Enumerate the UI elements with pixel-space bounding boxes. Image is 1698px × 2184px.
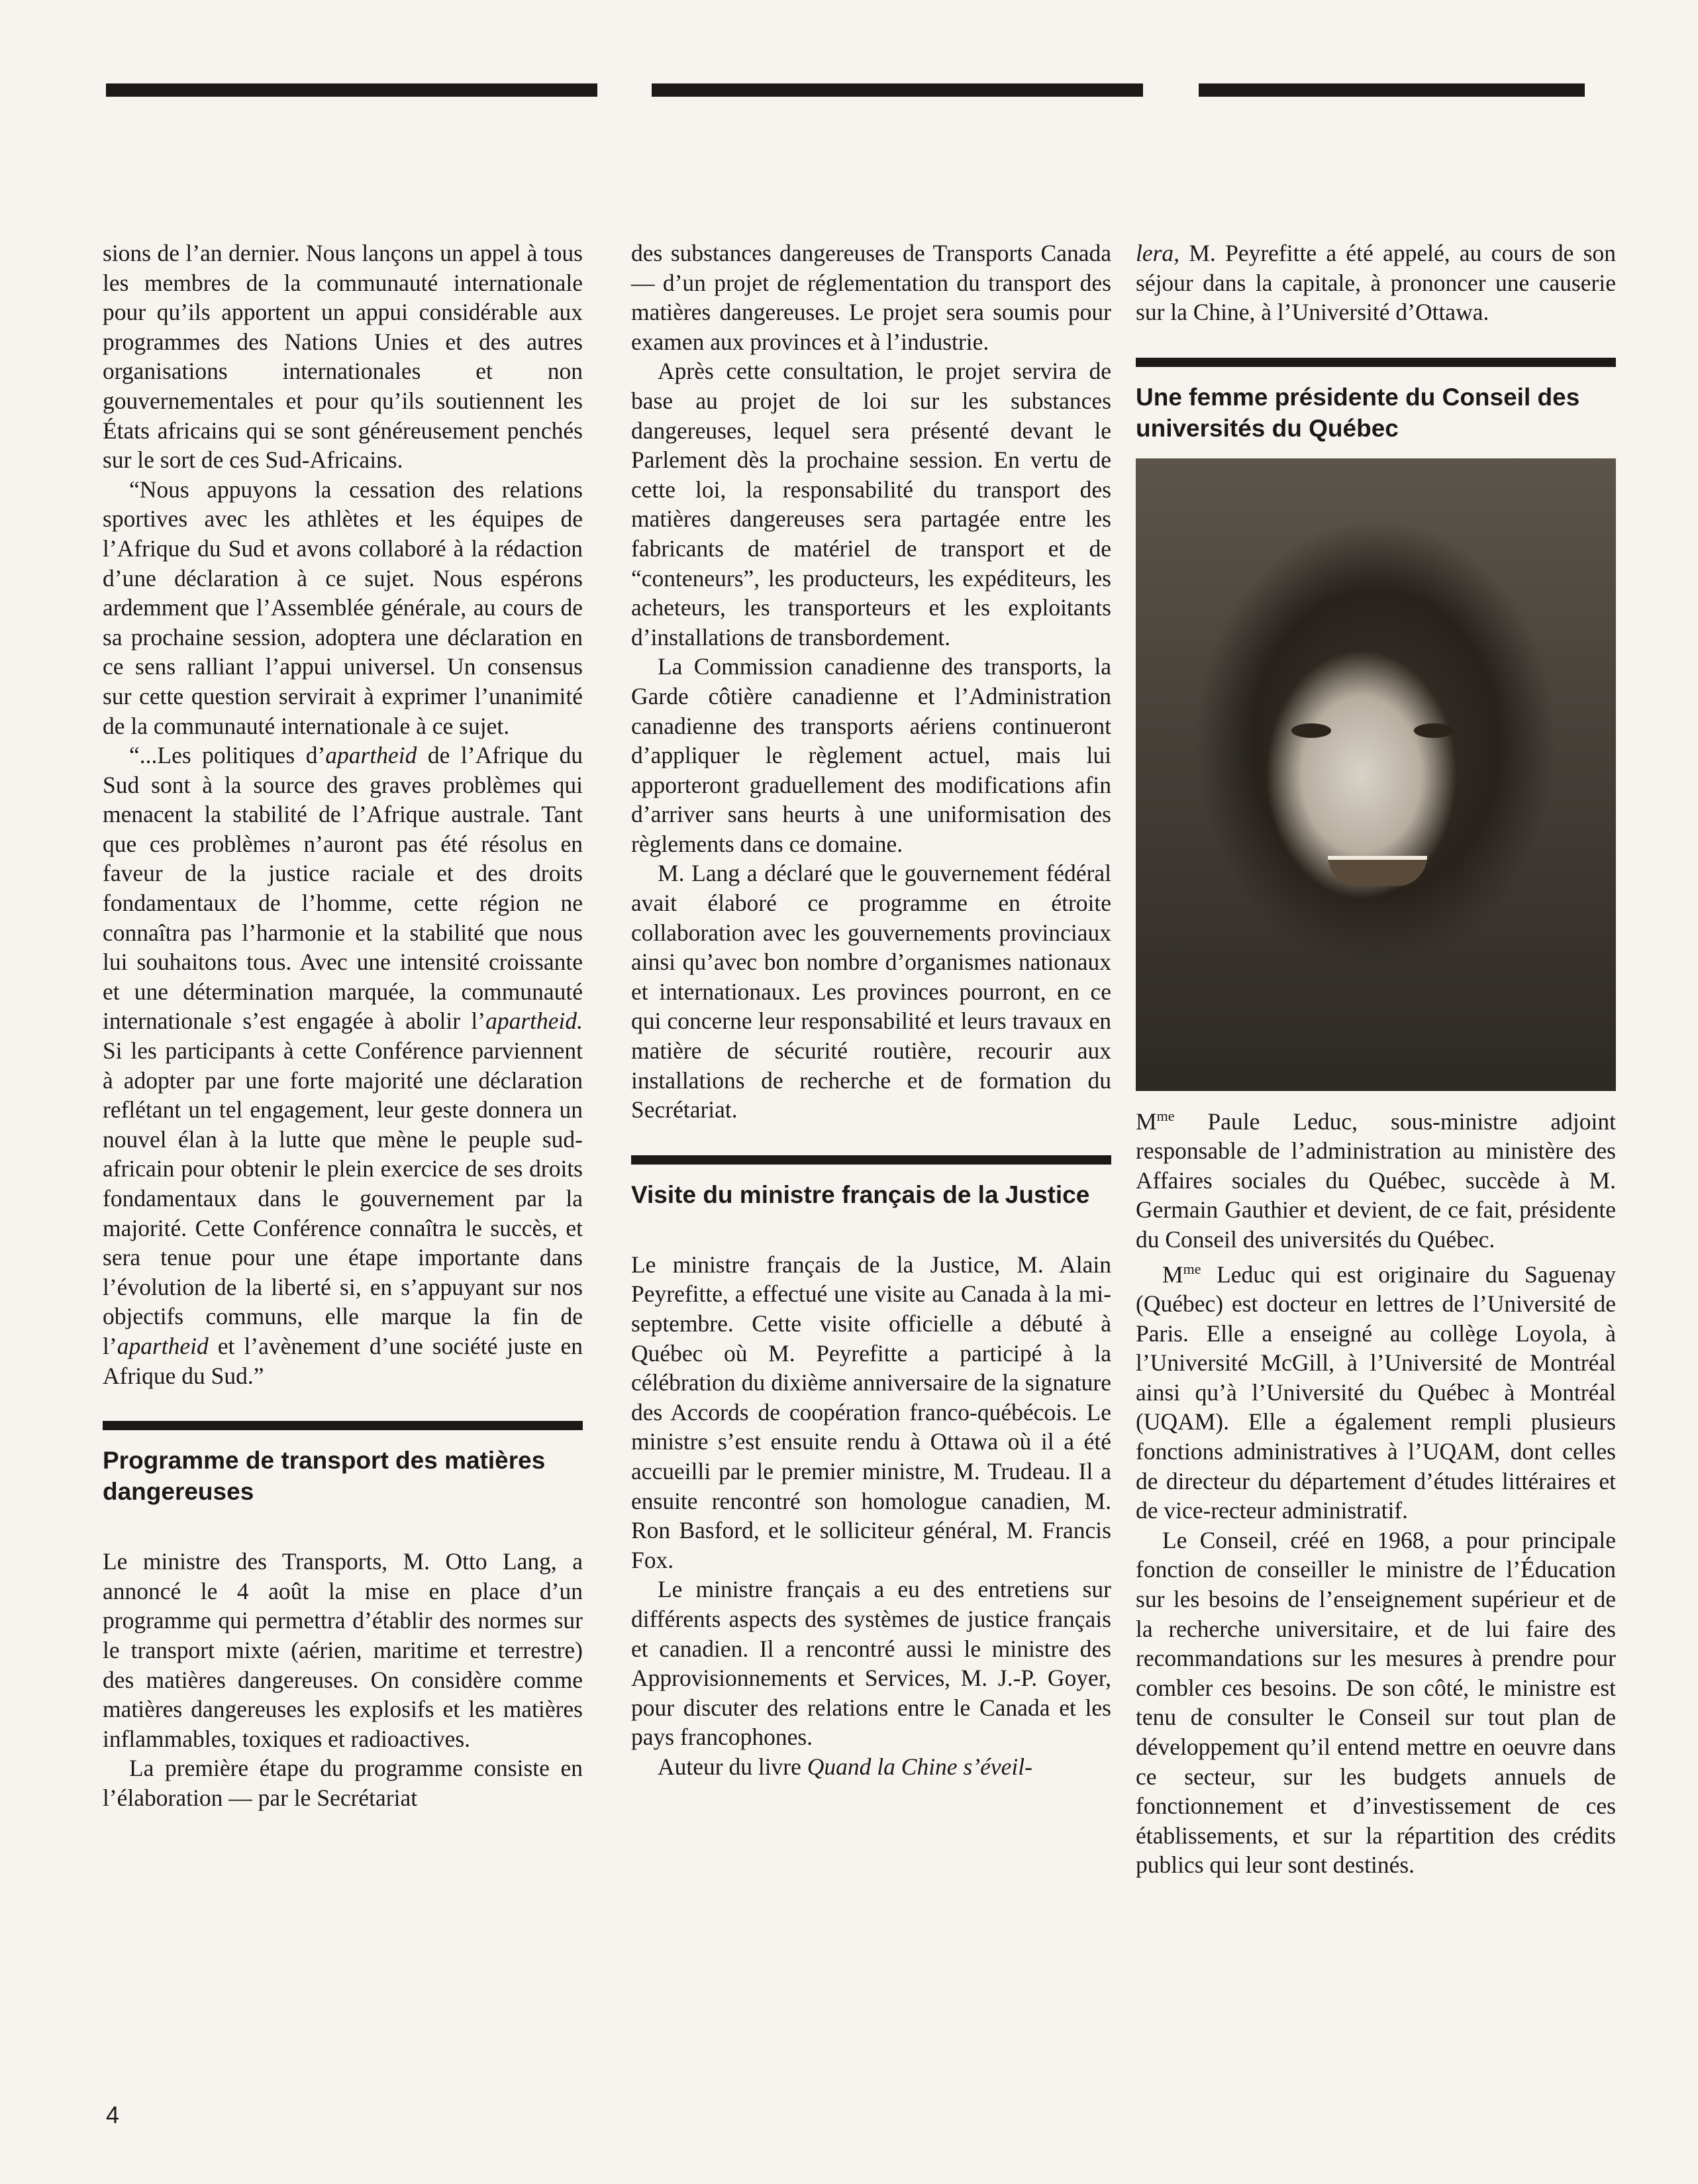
text-run: Paule Leduc, sous-ministre adjoint responsable de l’administration au ministère des Affaires sociales du Québec, succède à M. Germain Gauthier et devient, de ce fait, présidente du Conseil des universités du Québec. <box>1136 1108 1616 1253</box>
col1-paragraph-4: Le ministre des Transports, M. Otto Lang, a annoncé le 4 août la mise en place d’un programme qui permettra d’établir des normes sur le transport mixte (aérien, maritime et terrestre) des matières dangereuses. On considère comme matières dangereuses les explosifs et les matières inflammables, toxiques et radioactives. <box>103 1548 583 1752</box>
text-run: Si les participants à cette Conférence parviennent à adopter par une forte majorité une déclaration reflétant un tel engagement, leur geste donnera un nouvel élan à la lutte que mène le peuple sud-africain pour obtenir le plein exercice de ses droits fondamentaux dans le gouvernement par la majorité. Cette Conférence connaîtra le succès, et sera tenue pour une étape importante dans l’évolution de la liberté si, en s’appuyant sur nos objectifs communs, elle marque la fin de l’ <box>103 1037 583 1359</box>
col1-paragraph-3 <box>103 741 583 1390</box>
col3-paragraph-1 <box>1136 238 1616 327</box>
italic-run: apartheid. <box>485 1008 583 1035</box>
col1-paragraph-2: “Nous appuyons la cessation des relations sportives avec les athlètes et les équipes de l’Afrique du Sud et avons collaboré à la rédaction d’une déclaration à ce sujet. Nous espérons ardemment que l’Assemblée générale, au cours de sa prochaine session, adoptera une déclaration en ce sens ralliant l’appui universel. Un consensus sur cette question servirait à exprimer l’unanimité de la communauté internationale à ce sujet. <box>103 476 583 739</box>
col1-paragraph-5: La première étape du programme consiste en l’élaboration — par le Secrétariat <box>103 1755 583 1811</box>
eye-shape <box>1291 723 1331 738</box>
italic-run: Quand la Chine s’éveil- <box>807 1753 1032 1780</box>
italic-run: apartheid <box>325 742 417 769</box>
text-run: M <box>1162 1261 1183 1288</box>
top-rule-right <box>1199 83 1585 97</box>
italic-run: lera, <box>1136 240 1180 266</box>
heading-visite: Visite du ministre français de la Justice <box>631 1180 1090 1208</box>
section-rule <box>631 1155 1111 1165</box>
col2-paragraph-5: Le ministre français de la Justice, M. Alain Peyrefitte, a effectué une visite au Canada à la mi-septembre. Cette visite officielle a débuté à Québec où M. Peyrefitte a participé à la célébration du dixième anniversaire de la signature des Accords de coopération franco-québécois. Le ministre s’est ensuite rendu à Ottawa où il a été accueilli par le premier ministre, M. Trudeau. Il a ensuite rencontré son homologue canadien, M. Ron Basford, et le solliciteur général, M. Francis Fox. <box>631 1251 1111 1573</box>
text-run: M. Peyrefitte a été appelé, au cours de son séjour dans la capitale, à prononcer une causerie sur la Chine, à l’Université d’Ottawa. <box>1136 240 1616 326</box>
superscript: me <box>1183 1260 1201 1277</box>
heading-transport: Programme de transport des matières dangereuses <box>103 1447 546 1506</box>
col3-paragraph-2 <box>1136 1102 1616 1255</box>
text-run: “...Les politiques d’ <box>129 742 326 769</box>
text-run: et l’avènement d’une société juste en Afrique du Sud.” <box>103 1332 583 1389</box>
text-run: Leduc qui est originaire du Saguenay (Québec) est docteur en lettres de l’Université de Paris. Elle a enseigné au collège Loyola, à l’Université McGill, à l’Université de Montréal ainsi qu’à l’Université du Québec à Montréal (UQAM). Elle a également rempli plusieurs fonctions administratives à l’UQAM, dont celles de directeur du département d’études littéraires et de vice-recteur administratif. <box>1136 1261 1616 1524</box>
col2-paragraph-3: La Commission canadienne des transports, la Garde côtière canadienne et l’Administration canadienne des transports aériens continueront d’appliquer le règlement actuel, mais lui apporteront graduellement des modifications afin d’arriver sans heurts à une uniformisation des règlements dans ce domaine. <box>631 653 1111 857</box>
col2-paragraph-7 <box>631 1752 1111 1782</box>
text-run: Auteur du livre <box>658 1753 807 1780</box>
column-1 <box>103 238 583 1813</box>
col1-paragraph-1: sions de l’an dernier. Nous lançons un appel à tous les membres de la communauté internationale pour qu’ils apportent un appui considérable aux programmes des Nations Unies et des autres organisations internationales et non gouvernementales et pour qu’ils soutiennent les États africains qui se sont généreusement penchés sur le sort de ces Sud-Africains. <box>103 240 583 474</box>
col2-paragraph-2: Après cette consultation, le projet servira de base au projet de loi sur les substances dangereuses, lequel sera présenté devant le Parlement dès la prochaine session. En vertu de cette loi, la responsabilité du transport des matières dangereuses sera partagée entre les fabricants de matériel de transport et de “conteneurs”, les producteurs, les expéditeurs, les acheteurs, les transporteurs et les exploitants d’installations de transbordement. <box>631 358 1111 650</box>
section-rule <box>103 1421 583 1430</box>
text-run: M <box>1136 1108 1157 1135</box>
top-rule-left <box>106 83 597 97</box>
col3-paragraph-3 <box>1136 1255 1616 1526</box>
superscript: me <box>1156 1107 1175 1124</box>
page-number: 4 <box>106 2101 120 2128</box>
portrait-photo <box>1136 458 1616 1091</box>
col2-paragraph-1: des substances dangereuses de Transports Canada — d’un projet de réglementation du transport des matières dangereuses. Le projet sera soumis pour examen aux provinces et à l’industrie. <box>631 240 1111 355</box>
column-2 <box>631 238 1111 1782</box>
eye-shape <box>1414 723 1454 738</box>
column-3 <box>1136 238 1616 1880</box>
top-rule-center <box>652 83 1143 97</box>
section-rule <box>1136 358 1616 367</box>
text-run: de l’Afrique du Sud sont à la source des graves problèmes qui menacent la stabilité de l’Afrique australe. Tant que ces problèmes n’auront pas été résolus en faveur de la justice raciale et des droits fondamentaux de l’homme, cette région ne connaîtra pas l’harmonie et la stabilité que nous lui souhaitons tous. Avec une intensité croissante et une détermination marquée, la communauté internationale s’est engagée à abolir l’ <box>103 742 583 1035</box>
mouth-shape <box>1328 856 1427 886</box>
heading-femme: Une femme présidente du Conseil des universités du Québec <box>1136 383 1580 442</box>
col2-paragraph-6: Le ministre français a eu des entretiens sur différents aspects des systèmes de justice français et canadien. Il a rencontré aussi le ministre des Approvisionnements et Services, M. J.-P. Goyer, pour discuter des relations entre le Canada et les pays francophones. <box>631 1576 1111 1751</box>
col2-paragraph-4: M. Lang a déclaré que le gouvernement fédéral avait élaboré ce programme en étroite collaboration avec les gouvernements provinciaux ainsi qu’avec bon nombre d’organismes nationaux et internationaux. Les provinces pourront, en ce qui concerne leur responsabilité et leurs travaux en matière de sécurité routière, recourir aux installations de recherche et de formation du Secrétariat. <box>631 860 1111 1123</box>
col3-paragraph-4: Le Conseil, créé en 1968, a pour principale fonction de conseiller le ministre de l’Éducation sur les besoins de l’enseignement supérieur et de la recherche universitaire, et de lui faire des recommandations sur les mesures à prendre pour combler ces besoins. De son côté, le ministre est tenu de consulter le Conseil sur tout plan de développement qu’il entend mettre en oeuvre dans ce secteur, sur les budgets annuels de fonctionnement et d’investissement de ces établissements, et sur la répartition des crédits publics qui leur sont destinés. <box>1136 1526 1616 1879</box>
italic-run: apartheid <box>117 1332 209 1359</box>
